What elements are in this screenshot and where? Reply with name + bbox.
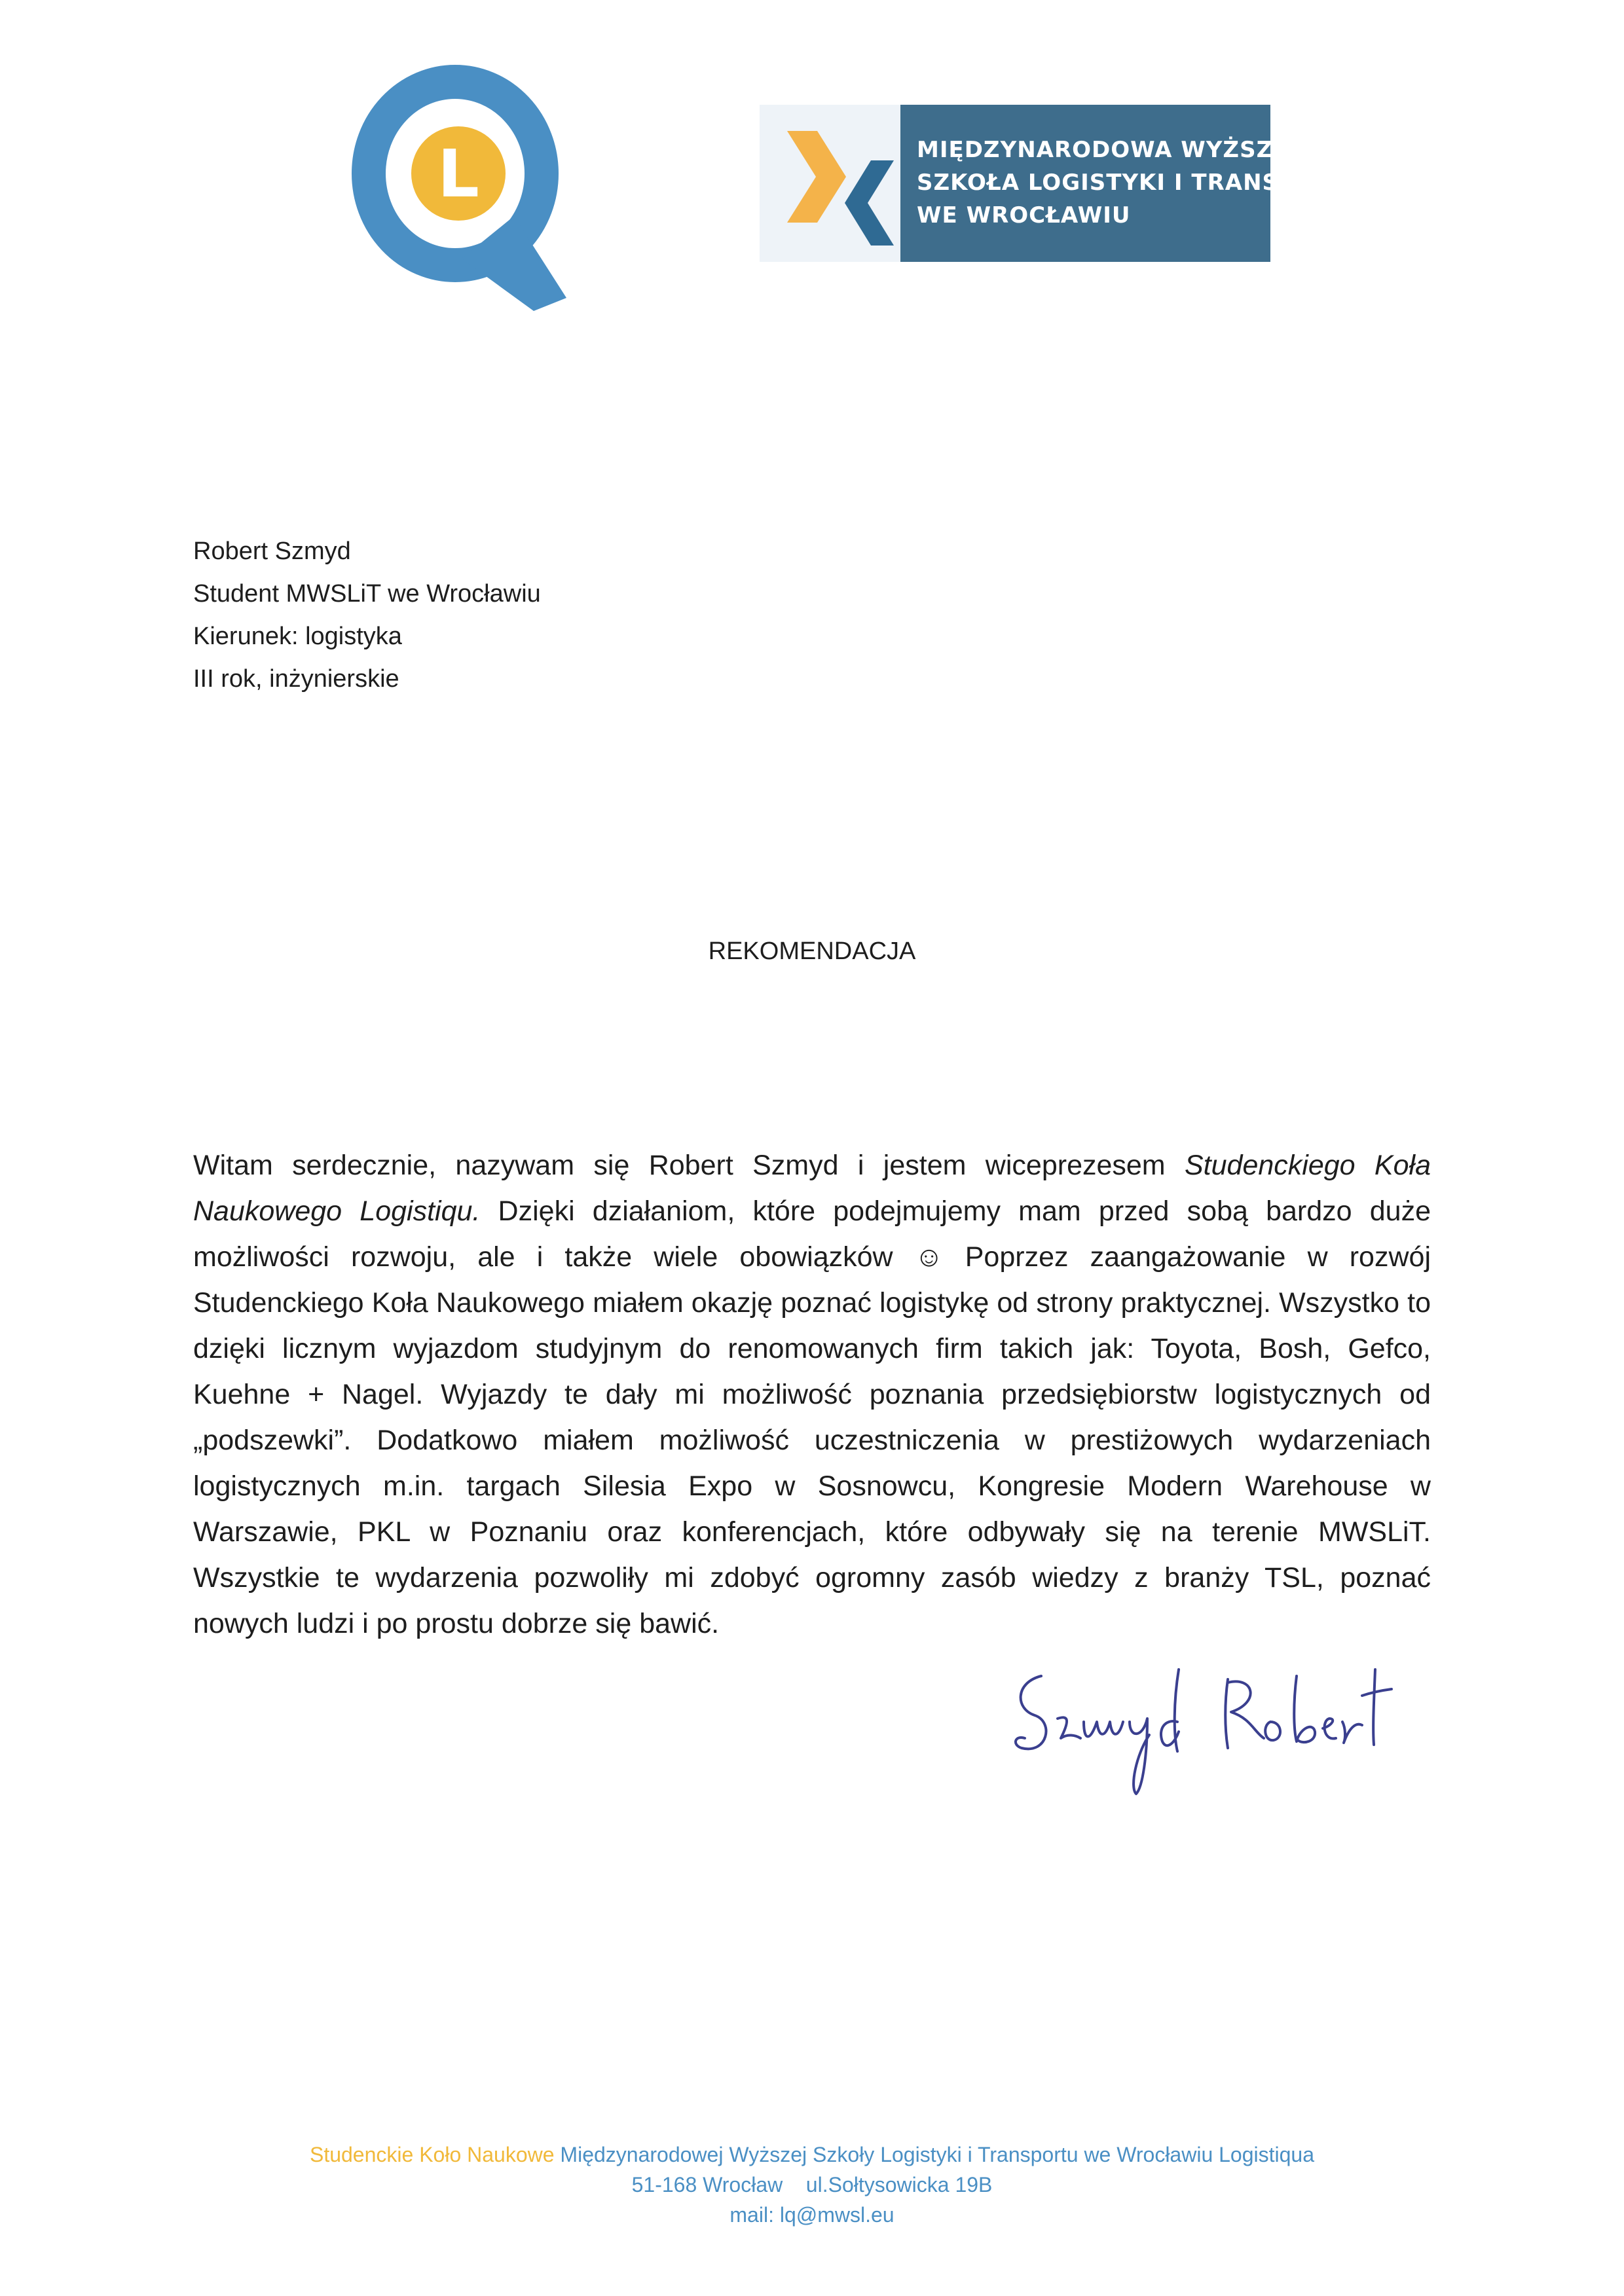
footer-line-1 [0,2140,1624,2170]
document-title: REKOMENDACJA [708,938,916,965]
body-text-part-1: Witam serdecznie, nazywam się Robert Szmyd i jestem wiceprezesem [193,1150,1185,1181]
sender-name: Robert Szmyd [193,538,351,565]
school-name-line-2: SZKOŁA LOGISTYKI I TRANSPORTU [917,170,1367,196]
logistiqu-logo [347,62,583,311]
body-text-club-name: Studenckiego Koła Naukowego Logistiqu. [193,1150,1431,1227]
sender-major: Kierunek: logistyka [193,623,402,650]
footer-address: 51-168 Wrocław ul.Sołtysowicka 19B [631,2173,993,2196]
sender-year: III rok, inżynierskie [193,665,399,693]
school-name-line-3: WE WROCŁAWIU [917,202,1131,228]
chevron-logo-icon [760,105,900,262]
letter-body [193,1142,1431,1647]
school-name-line-1: MIĘDZYNARODOWA WYŻSZA [917,137,1291,163]
sender-role: Student MWSLiT we Wrocławiu [193,580,541,608]
sender-block [193,530,541,701]
lq-logo-letter: L [437,136,479,212]
body-text-part-2: Dzięki działaniom, które podejmujemy mam przed sobą bardzo duże możliwości rozwoju, ale i także wiele obowiązków ☺ Poprzez zaangażowanie w rozwój Studenckiego Koła Naukowego miałem okazję poznać logistykę od strony praktycznej. Wszystko to dzięki licznym wyjazdom studyjnym do renomowanych firm takich jak: Toyota, Bosh, Gefco, Kuehne + Nagel. Wyjazdy te dały mi możliwość poznania przedsiębiorstw logistycznych od „podszewki”. Dodatkowo miałem możliwość uczestniczenia w prestiżowych wydarzeniach logistycznych m.in. targach Silesia Expo w Sosnowcu, Kongresie Modern Warehouse w Warszawie, PKL w Poznaniu oraz konferencjach, które odbywały się na terenie MWSLiT. Wszystkie te wydarzenia pozwoliły mi zdobyć ogromny zasób wiedzy z branży TSL, poznać nowych ludzi i po prostu dobrze się bawić. [193,1195,1431,1639]
footer-email: mail: lq@mwsl.eu [729,2203,895,2227]
school-name-band [900,105,1367,262]
footer-school-name: Międzynarodowej Wyższej Szkoły Logistyki i Transportu we Wrocławiu Logistiqua [554,2143,1315,2166]
handwritten-signature [1002,1656,1408,1807]
school-logo [760,105,1367,262]
footer [0,2140,1624,2230]
footer-club-name: Studenckie Koło Naukowe [309,2143,555,2166]
